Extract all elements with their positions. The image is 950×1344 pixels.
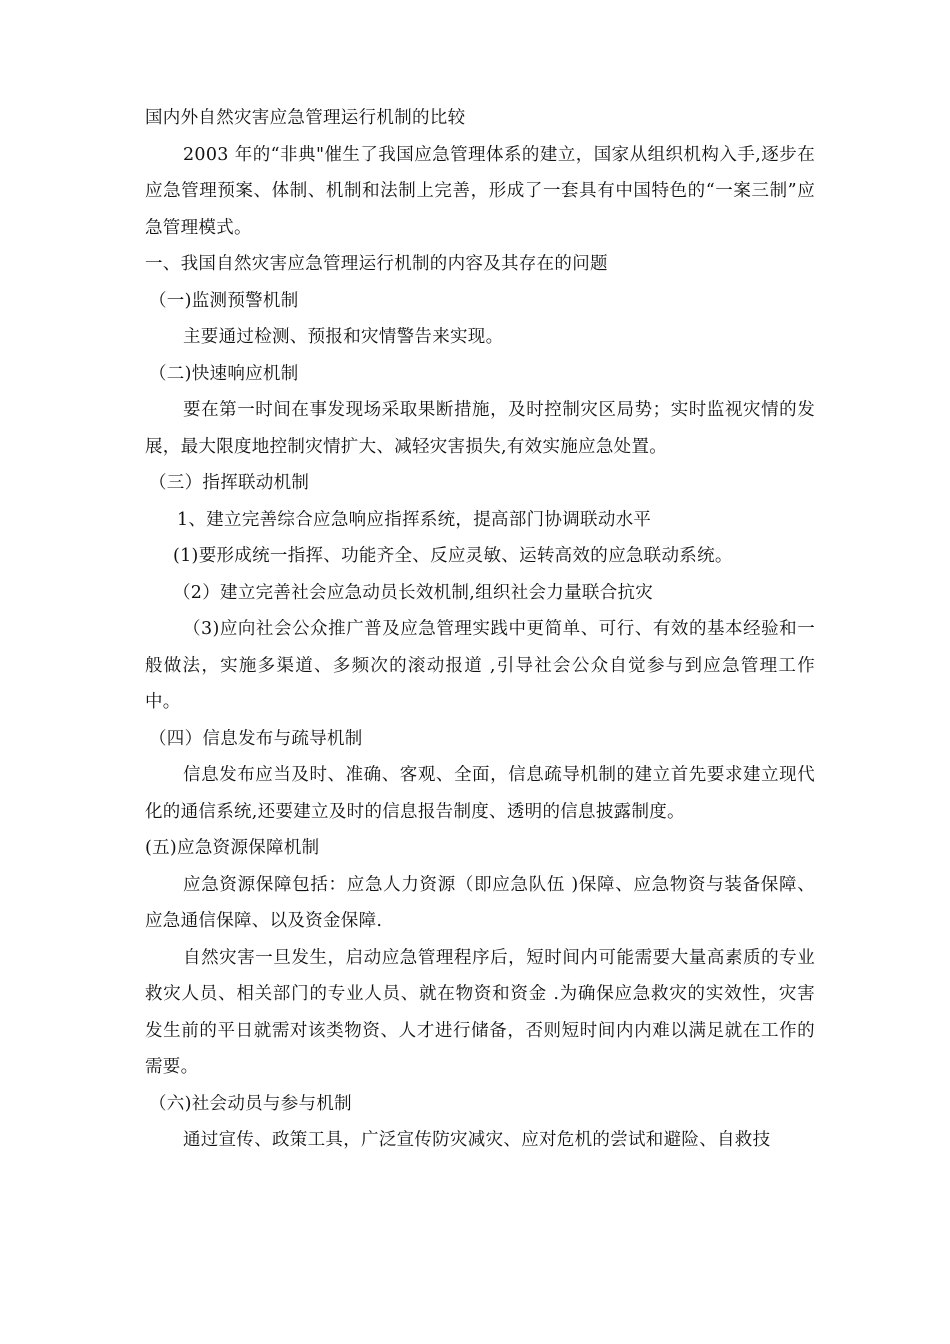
paragraph-mobilization: 通过宣传、政策工具，广泛宣传防灾减灾、应对危机的尝试和避险、自救技 <box>183 1130 771 1150</box>
list-item-command-1-1: (1)要形成统一指挥、功能齐全、反应灵敏、运转高效的应急联动系统。 <box>173 546 733 566</box>
intro-paragraph: 2003 年的“非典"催生了我国应急管理体系的建立，国家从组织机构入手,逐步在应急管理预案、体制、机制和法制上完善，形成了一套具有中国特色的“一案三制”应急管理模式。 <box>145 144 815 238</box>
list-item-command-1: 1、建立完善综合应急响应指挥系统，提高部门协调联动水平 <box>177 509 652 530</box>
section-heading-1: 一、我国自然灾害应急管理运行机制的内容及其存在的问题 <box>145 254 608 274</box>
paragraph-resources-2: 自然灾害一旦发生，启动应急管理程序后，短时间内可能需要大量高素质的专业救灾人员、相关部门的专业人员、就在物资和资金 .为确保应急救灾的实效性，灾害发生前的平日就需对该类物资、人才进行储备，否则短时间内内难以满足就在工作的需要。 <box>145 947 815 1077</box>
paragraph-monitoring: 主要通过检测、预报和灾情警告来实现。 <box>183 327 504 347</box>
paragraph-response: 要在第一时间在事发现场采取果断措施，及时控制灾区局势；实时监视灾情的发展，最大限度地控制灾情扩大、减轻灾害损失,有效实施应急处置。 <box>145 400 815 457</box>
document-title: 国内外自然灾害应急管理运行机制的比较 <box>145 108 466 128</box>
paragraph-resources-1: 应急资源保障包括：应急人力资源（即应急队伍 )保障、应急物资与装备保障、应急通信保障、以及资金保障. <box>145 874 815 931</box>
subsection-heading-resources: (五)应急资源保障机制 <box>145 838 320 858</box>
subsection-heading-command: （三）指挥联动机制 <box>149 473 310 493</box>
subsection-heading-mobilization: （六)社会动员与参与机制 <box>149 1093 352 1114</box>
subsection-heading-monitoring: （一)监测预警机制 <box>149 290 299 311</box>
subsection-heading-information: （四）信息发布与疏导机制 <box>149 728 363 749</box>
list-item-command-1-3: （3)应向社会公众推广普及应急管理实践中更简单、可行、有效的基本经验和一般做法，实施多渠道、多频次的滚动报道 ,引导社会公众自觉参与到应急管理工作中。 <box>145 619 815 712</box>
paragraph-information: 信息发布应当及时、准确、客观、全面，信息疏导机制的建立首先要求建立现代化的通信系统,还要建立及时的信息报告制度、透明的信息披露制度。 <box>145 765 815 822</box>
subsection-heading-response: （二)快速响应机制 <box>149 363 299 384</box>
list-item-command-1-2: （2）建立完善社会应急动员长效机制,组织社会力量联合抗灾 <box>173 582 654 603</box>
document-body <box>145 100 815 1159</box>
